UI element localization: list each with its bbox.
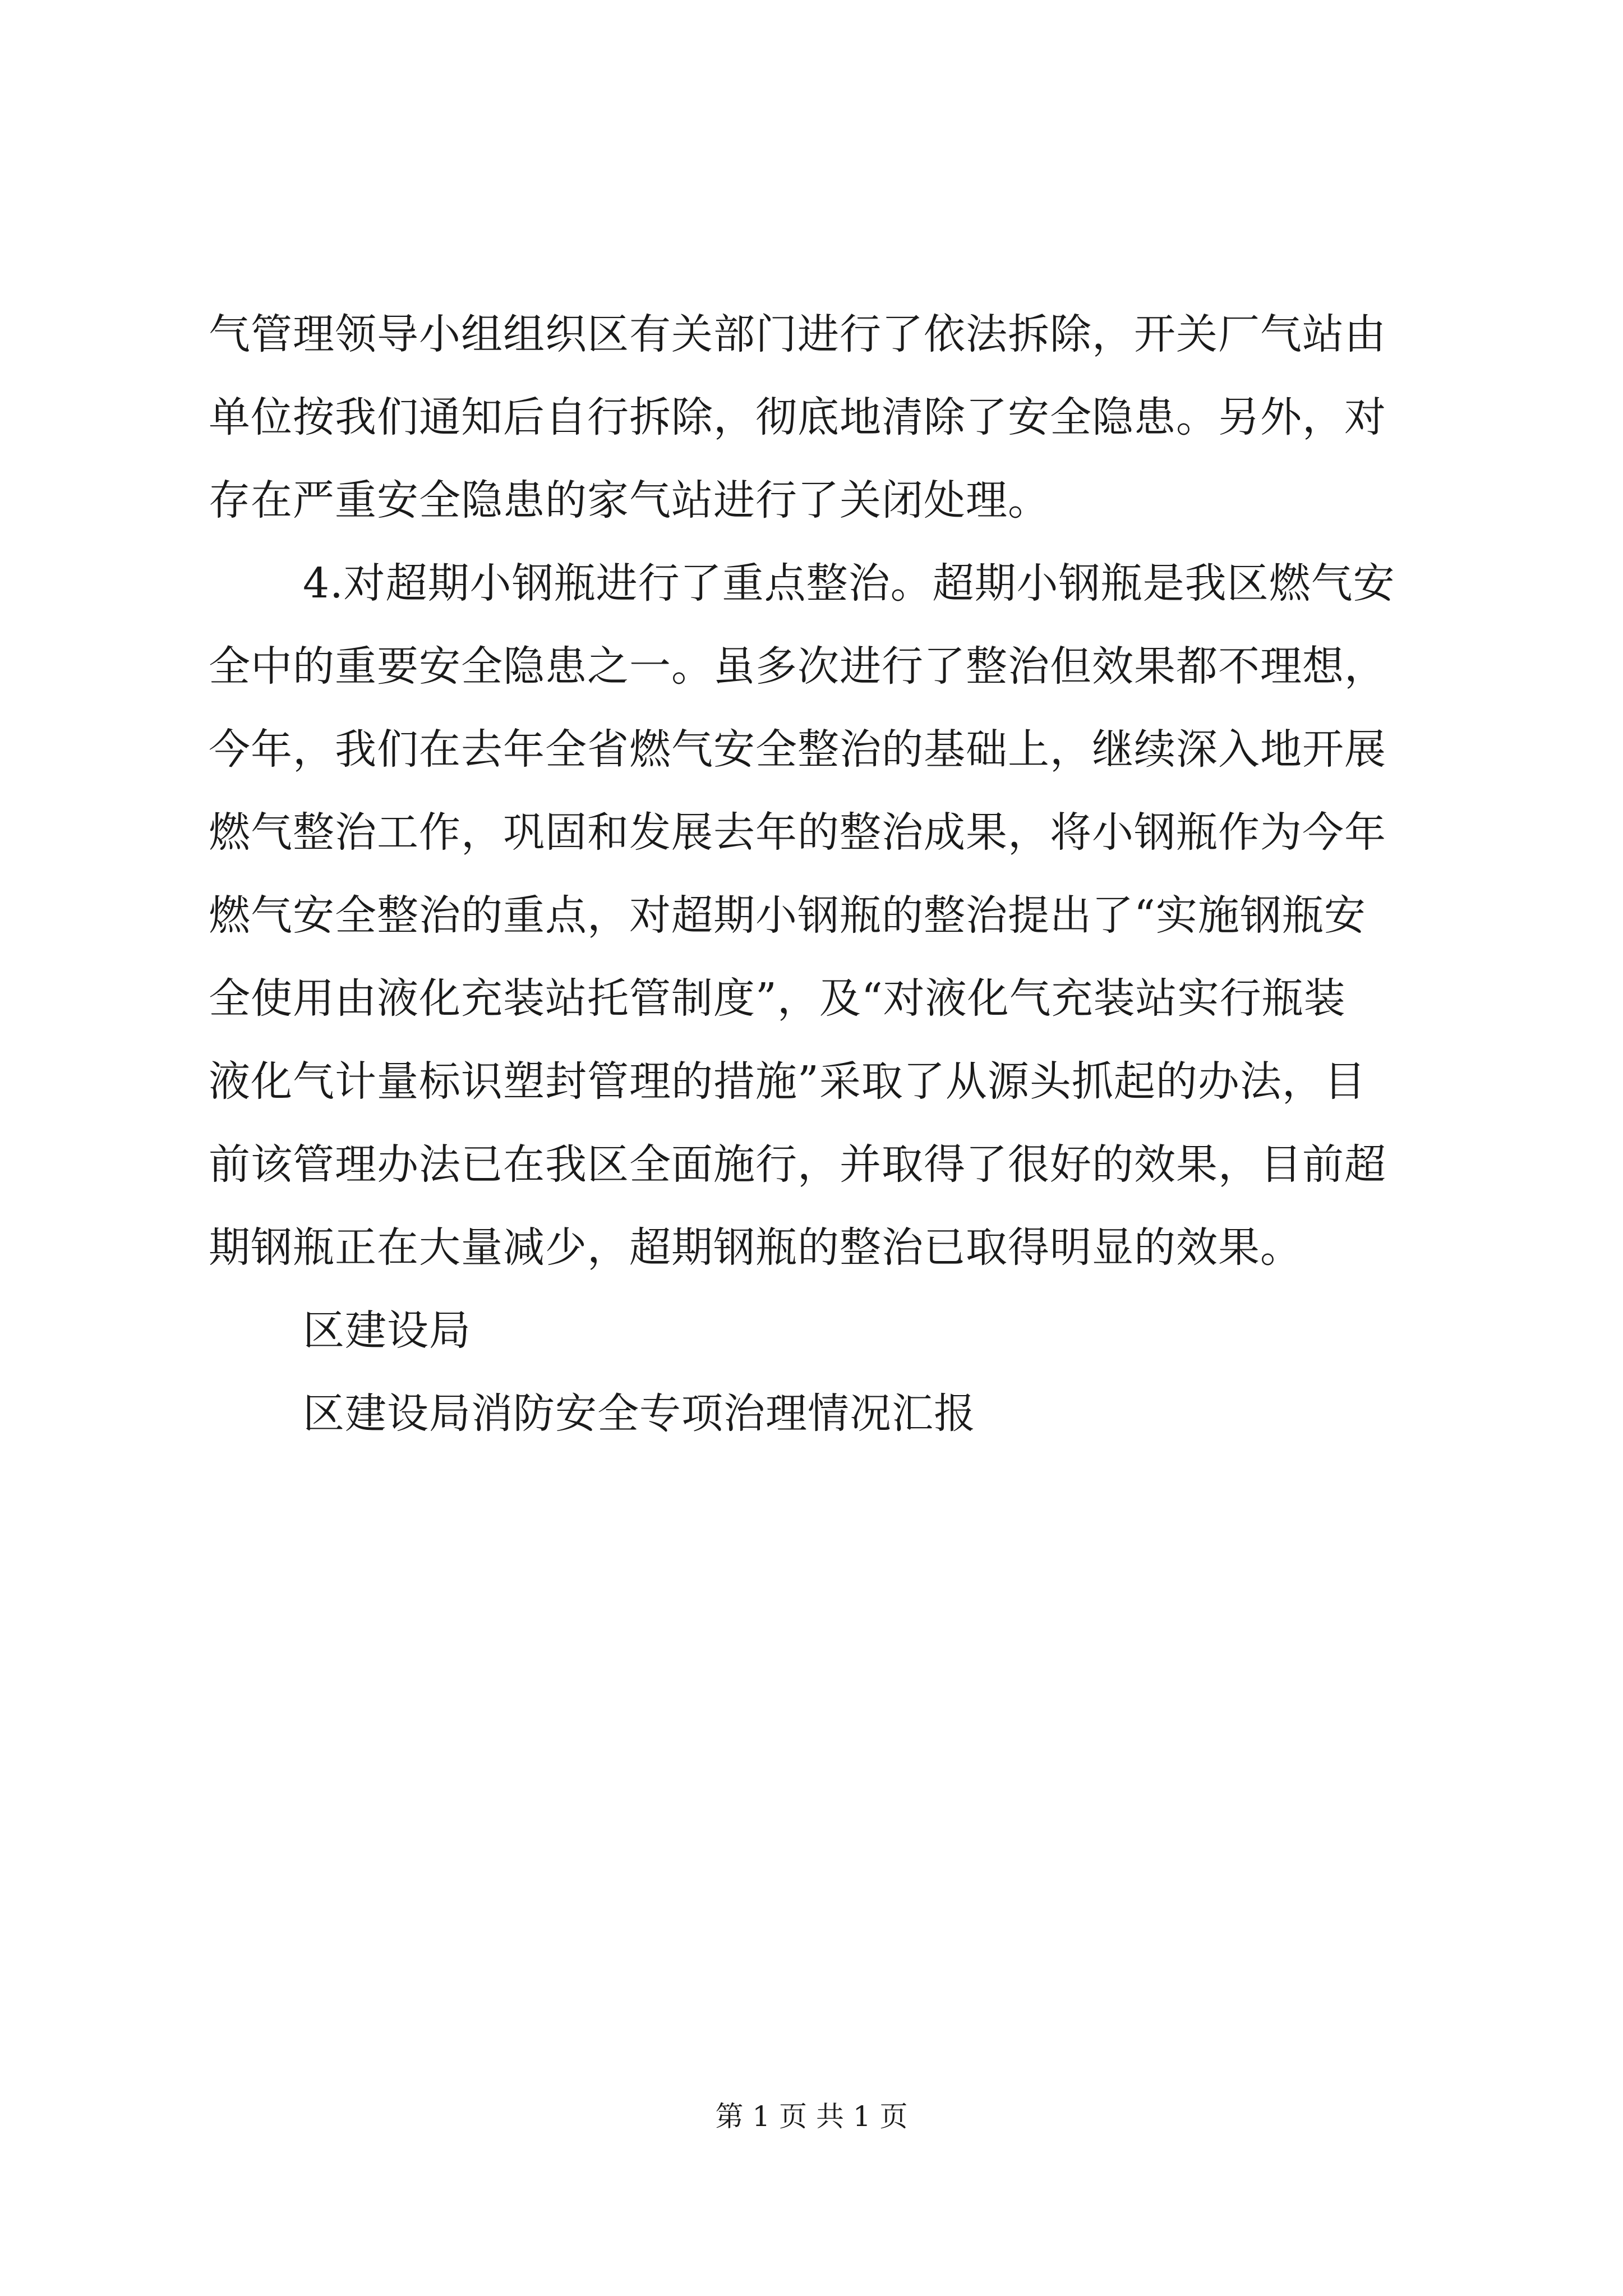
paragraph-line: 液化气计量标识塑封管理的措施”采取了从源头抓起的办法，目	[209, 1057, 1366, 1106]
next-title-line: 区建设局消防安全专项治理情况汇报	[303, 1389, 976, 1438]
paragraph-line: 燃气安全整治的重点，对超期小钢瓶的整治提出了“实施钢瓶安	[209, 891, 1366, 940]
paragraph-line: 前该管理办法已在我区全面施行，并取得了很好的效果，目前超	[209, 1140, 1386, 1189]
paragraph-line: 存在严重安全隐患的家气站进行了关闭处理。	[209, 476, 1050, 524]
paragraph-line: 期钢瓶正在大量减少，超期钢瓶的整治已取得明显的效果。	[209, 1223, 1302, 1272]
document-body	[209, 293, 1414, 1455]
paragraph-line: 全使用由液化充装站托管制度”，及“对液化气充装站实行瓶装	[209, 974, 1346, 1023]
paragraph-line: 燃气整治工作，巩固和发展去年的整治成果，将小钢瓶作为今年	[209, 808, 1386, 857]
paragraph-line: 4.对超期小钢瓶进行了重点整治。超期小钢瓶是我区燃气安	[303, 559, 1395, 608]
paragraph-line: 单位按我们通知后自行拆除，彻底地清除了安全隐患。另外，对	[209, 393, 1386, 441]
paragraph-line: 全中的重要安全隐患之一。虽多次进行了整治但效果都不理想，	[209, 642, 1386, 691]
page-footer: 第 1 页 共 1 页	[715, 2100, 908, 2133]
paragraph-line: 今年，我们在去年全省燃气安全整治的基础上，继续深入地开展	[209, 725, 1386, 774]
signature-line: 区建设局	[303, 1306, 471, 1355]
paragraph-line: 气管理领导小组组织区有关部门进行了依法拆除，开关厂气站由	[209, 310, 1386, 358]
